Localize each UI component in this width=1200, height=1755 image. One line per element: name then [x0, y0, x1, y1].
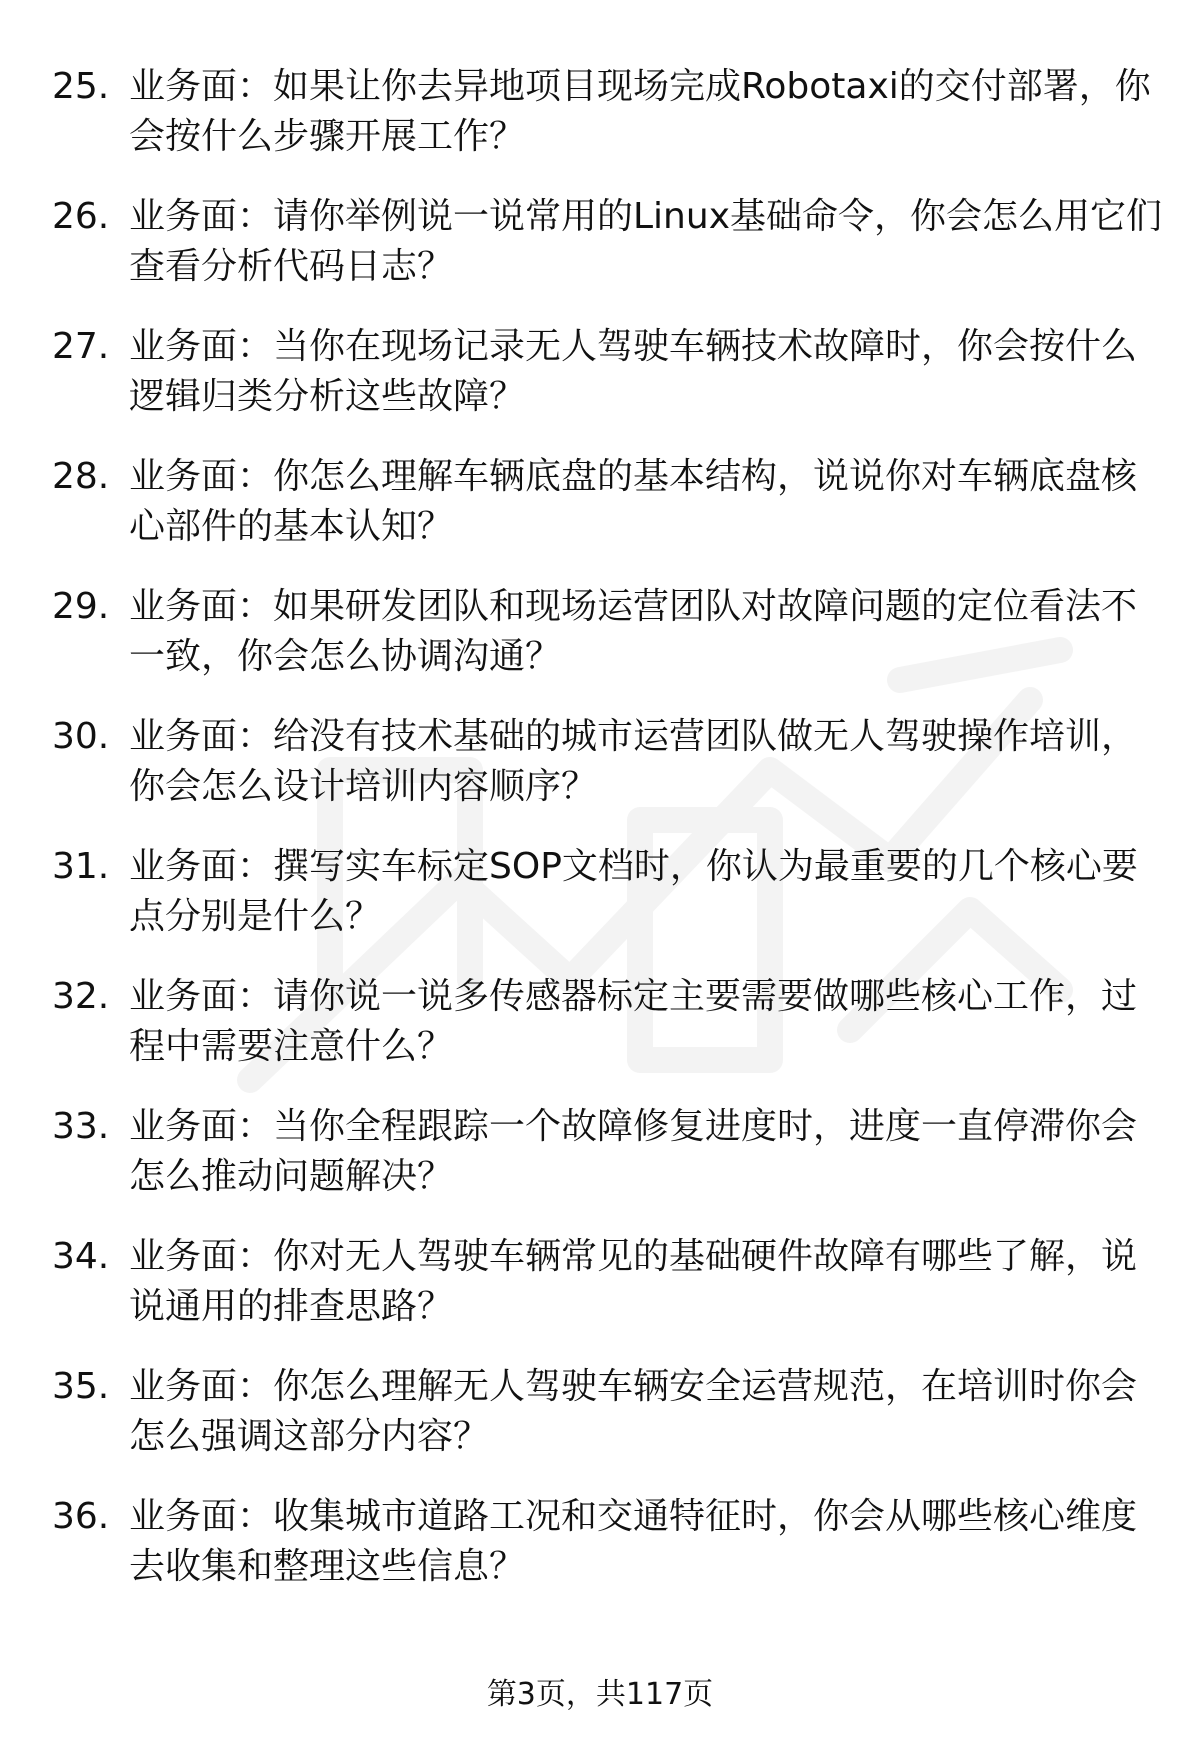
question-text: 业务面：你怎么理解车辆底盘的基本结构，说说你对车辆底盘核心部件的基本认知？ [129, 456, 1138, 547]
question-number: 33. [52, 1106, 110, 1147]
question-text: 业务面：你怎么理解无人驾驶车辆安全运营规范，在培训时你会怎么强调这部分内容？ [129, 1366, 1138, 1457]
question-number: 34. [52, 1236, 110, 1277]
question-text: 业务面：当你全程跟踪一个故障修复进度时，进度一直停滞你会怎么推动问题解决？ [129, 1106, 1138, 1197]
question-text: 业务面：当你在现场记录无人驾驶车辆技术故障时，你会按什么逻辑归类分析这些故障？ [129, 326, 1138, 417]
question-number: 30. [52, 716, 110, 757]
question-number: 31. [52, 846, 110, 887]
question-number: 28. [52, 456, 110, 497]
question-item [0, 62, 1200, 192]
question-number: 26. [52, 196, 110, 237]
question-item [0, 582, 1200, 712]
question-item [0, 842, 1200, 972]
question-item [0, 1232, 1200, 1362]
question-item [0, 1362, 1200, 1492]
question-item [0, 192, 1200, 322]
question-text: 业务面：请你说一说多传感器标定主要需要做哪些核心工作，过程中需要注意什么？ [129, 976, 1138, 1067]
question-item [0, 322, 1200, 452]
question-text: 业务面：如果让你去异地项目现场完成Robotaxi的交付部署，你会按什么步骤开展工作？ [129, 66, 1151, 157]
question-text: 业务面：你对无人驾驶车辆常见的基础硬件故障有哪些了解，说说通用的排查思路？ [129, 1236, 1138, 1327]
question-text: 业务面：请你举例说一说常用的Linux基础命令，你会怎么用它们查看分析代码日志？ [129, 196, 1162, 287]
question-text: 业务面：给没有技术基础的城市运营团队做无人驾驶操作培训，你会怎么设计培训内容顺序？ [129, 716, 1138, 807]
question-item [0, 1102, 1200, 1232]
question-number: 29. [52, 586, 110, 627]
question-list [0, 62, 1200, 1622]
question-text: 业务面：撰写实车标定SOP文档时，你认为最重要的几个核心要点分别是什么？ [129, 846, 1138, 937]
question-number: 36. [52, 1496, 110, 1537]
question-text: 业务面：收集城市道路工况和交通特征时，你会从哪些核心维度去收集和整理这些信息？ [129, 1496, 1138, 1587]
question-item [0, 452, 1200, 582]
question-item [0, 972, 1200, 1102]
question-number: 35. [52, 1366, 110, 1407]
question-number: 25. [52, 66, 110, 107]
question-number: 27. [52, 326, 110, 367]
question-item [0, 712, 1200, 842]
question-item [0, 1492, 1200, 1622]
question-text: 业务面：如果研发团队和现场运营团队对故障问题的定位看法不一致，你会怎么协调沟通？ [129, 586, 1138, 677]
question-number: 32. [52, 976, 110, 1017]
page-footer: 第3页，共117页 [486, 1677, 714, 1712]
